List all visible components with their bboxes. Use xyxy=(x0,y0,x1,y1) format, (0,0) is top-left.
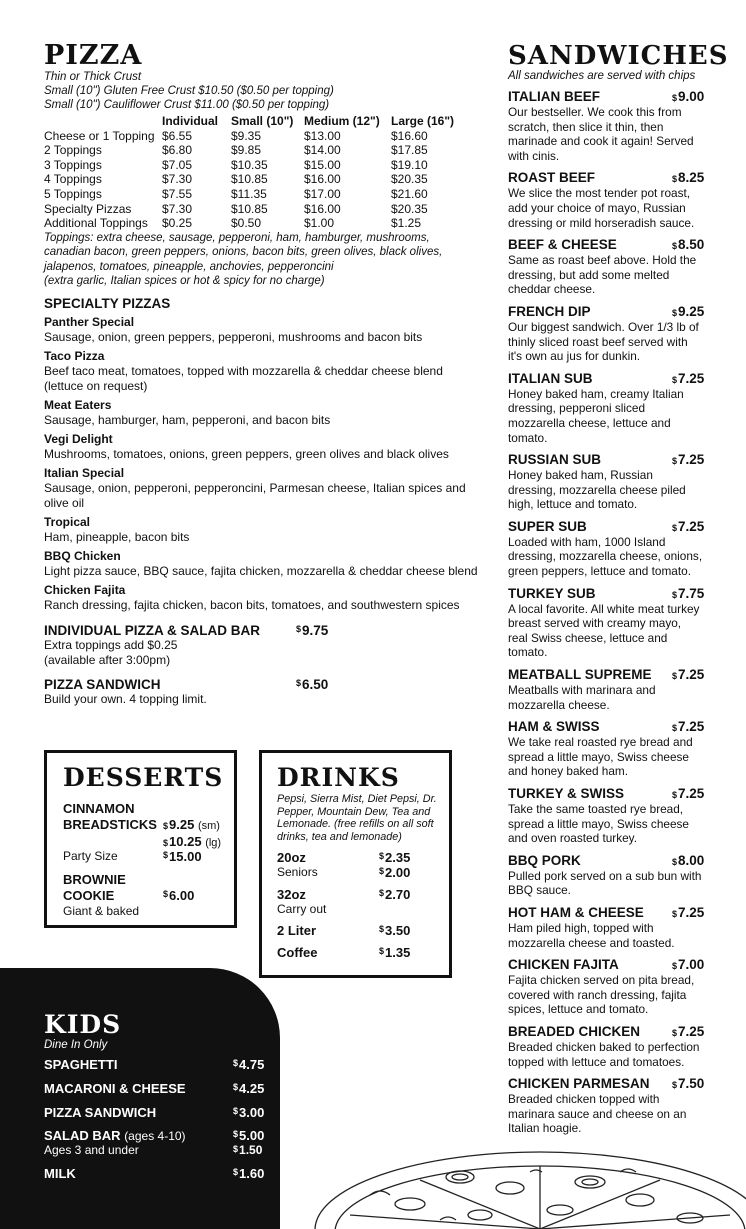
topping-count-cell: Cheese or 1 Topping xyxy=(44,128,155,143)
drink-20oz: 20oz xyxy=(277,850,306,865)
sandwich-item xyxy=(508,237,704,297)
milk-name: MILK xyxy=(44,1166,76,1181)
currency: $ xyxy=(163,889,169,899)
sandwich-name: MEATBALL SUPREME xyxy=(508,667,652,683)
individual-availability: (available after 3:00pm) xyxy=(44,652,171,667)
drink-32oz: 32oz xyxy=(277,887,306,902)
price-cell: $11.35 xyxy=(231,186,267,201)
unit-large: (lg) xyxy=(205,837,222,849)
drink-2-liter-price: 3.50 xyxy=(385,923,411,938)
table-row xyxy=(44,202,471,217)
party-price: 15.00 xyxy=(169,849,202,864)
unit-small: (sm) xyxy=(197,820,220,832)
table-row xyxy=(44,216,471,231)
price-cell: $9.35 xyxy=(231,128,262,143)
price-cell: $9.85 xyxy=(231,143,262,158)
table-row xyxy=(44,129,471,144)
pizza-subtitle xyxy=(44,70,484,112)
price-cell: $10.85 xyxy=(231,172,268,187)
price-cell: $13.00 xyxy=(304,128,341,143)
table-header xyxy=(44,114,162,129)
specialty-name: Italian Special xyxy=(44,465,125,480)
sandwich-price: 7.25 xyxy=(678,1023,705,1039)
specialty-desc: Ham, pineapple, bacon bits xyxy=(44,529,190,544)
currency: $ xyxy=(296,623,302,634)
pizza-price-table xyxy=(44,114,471,231)
specialty-name: Taco Pizza xyxy=(44,348,105,363)
brownie-cookie xyxy=(63,872,234,918)
sandwich-desc: Take the same toasted rye bread, spread a little mayo, Swiss cheese and oven roasted turkey. xyxy=(508,802,689,846)
pizza-illustration xyxy=(300,1120,746,1229)
pizza-section xyxy=(44,42,484,707)
sandwich-item xyxy=(508,89,704,163)
price-cell: $17.85 xyxy=(391,143,428,158)
drink-seniors: Seniors xyxy=(277,865,318,879)
specialty-desc: Ranch dressing, fajita chicken, bacon bits, tomatoes, and southwestern spices xyxy=(44,597,460,612)
kids-item xyxy=(44,1105,269,1120)
currency: $ xyxy=(672,456,678,467)
milk-price: 1.60 xyxy=(239,1166,265,1181)
sandwich-desc: Breaded chicken topped with marinara sauce and cheese on an Italian hoagie. xyxy=(508,1092,687,1136)
sandwich-desc: Same as roast beef above. Hold the dressing, but add some melted cheddar cheese. xyxy=(508,253,697,297)
toppings-line: Toppings: extra cheese, sausage, pepperoni, ham, hamburger, mushrooms, xyxy=(44,231,430,244)
price-cell: $6.55 xyxy=(162,128,193,143)
currency: $ xyxy=(672,174,678,185)
price-cell: $16.00 xyxy=(304,172,341,187)
topping-count-cell: Specialty Pizzas xyxy=(44,201,132,216)
sandwich-name: TURKEY SUB xyxy=(508,585,596,601)
sandwiches-title: SANDWICHES xyxy=(508,41,729,71)
currency: $ xyxy=(672,307,678,318)
price-cell: $1.00 xyxy=(304,216,335,231)
kids-item-price: 4.25 xyxy=(239,1081,265,1096)
price-cell: $10.85 xyxy=(231,201,268,216)
specialty-item xyxy=(44,398,484,428)
currency: $ xyxy=(672,856,678,867)
sandwich-item xyxy=(508,519,704,579)
currency: $ xyxy=(233,1058,239,1068)
price-cell: $10.35 xyxy=(231,157,268,172)
cauliflower-note: Small (10") Cauliflower Crust $11.00 ($0.50 per topping) xyxy=(44,99,330,111)
pizza-title: PIZZA xyxy=(44,40,143,71)
specialty-name: Panther Special xyxy=(44,314,135,329)
sandwich-price: 7.25 xyxy=(678,370,705,386)
currency: $ xyxy=(672,908,678,919)
brownie-price: 6.00 xyxy=(169,888,195,903)
sandwich-desc: Our biggest sandwich. Over 1/3 lb of thinly sliced roast beef served with it's own au jus for dunkin. xyxy=(508,319,699,364)
table-row xyxy=(44,187,471,202)
sandwich-price: 7.00 xyxy=(678,957,705,973)
currency: $ xyxy=(672,522,678,533)
specialty-list xyxy=(44,315,484,613)
table-header: Small (10") xyxy=(231,114,294,128)
toppings-line: jalapenos, tomatoes, pineapple, anchovies, pepperoncini xyxy=(44,260,334,273)
sandwich-price: 7.25 xyxy=(678,452,705,468)
sandwich-price: 7.25 xyxy=(678,904,705,920)
currency: $ xyxy=(379,866,385,876)
pizza-sandwich-name: PIZZA SANDWICH xyxy=(44,676,161,692)
specialty-item xyxy=(44,315,484,345)
cinnamon-prices xyxy=(163,817,221,851)
price-cell: $15.00 xyxy=(304,157,341,172)
pizza-sandwich-note: Build your own. 4 topping limit. xyxy=(44,691,207,706)
kids-item xyxy=(44,1081,269,1096)
kids-item-name: MACARONI & CHEESE xyxy=(44,1081,186,1096)
specialty-name: Vegi Delight xyxy=(44,431,113,446)
currency: $ xyxy=(233,1082,239,1092)
pizza-sandwich xyxy=(44,677,484,707)
brownie-line: BROWNIE xyxy=(63,872,126,887)
currency: $ xyxy=(233,1167,239,1177)
specialty-item xyxy=(44,432,484,462)
sandwich-item xyxy=(508,1024,704,1069)
currency: $ xyxy=(233,1144,239,1154)
drink-2-liter: 2 Liter xyxy=(277,923,317,938)
currency: $ xyxy=(672,723,678,734)
currency: $ xyxy=(379,924,385,934)
sandwich-name: FRENCH DIP xyxy=(508,303,591,319)
specialty-desc: Beef taco meat, tomatoes, topped with mozzarella & cheddar cheese blend (lettuce on request) xyxy=(44,363,443,393)
sandwich-name: BEEF & CHEESE xyxy=(508,237,617,253)
breadsticks-line: BREADSTICKS xyxy=(63,817,157,832)
specialty-desc: Sausage, hamburger, ham, pepperoni, and bacon bits xyxy=(44,412,331,427)
specialty-name: Meat Eaters xyxy=(44,397,112,412)
sandwich-item xyxy=(508,586,704,660)
sandwich-name: BREADED CHICKEN xyxy=(508,1023,641,1039)
sandwich-item xyxy=(508,905,704,950)
price-cell: $16.00 xyxy=(304,201,341,216)
price-cell: $14.00 xyxy=(304,143,341,158)
drink-coffee: Coffee xyxy=(277,945,318,960)
sandwich-item xyxy=(508,786,704,846)
sandwiches-subtitle: All sandwiches are served with chips xyxy=(508,70,696,82)
sandwich-price: 7.25 xyxy=(678,518,705,534)
toppings-line: (extra garlic, Italian spices or hot & spicy for no charge) xyxy=(44,275,325,288)
kids-title: KIDS xyxy=(44,1010,122,1039)
sandwich-desc: Honey baked ham, Russian dressing, mozzarella cheese piled high, lettuce and tomato. xyxy=(508,468,686,512)
individual-name: INDIVIDUAL PIZZA & SALAD BAR xyxy=(44,622,260,638)
price-cell: $1.25 xyxy=(391,216,422,231)
sandwich-desc: A local favorite. All white meat turkey breast served with creamy mayo, real Swiss cheese, lettuce and tomato. xyxy=(508,601,700,660)
table-row xyxy=(44,172,471,187)
price-cell: $19.10 xyxy=(391,157,428,172)
sandwich-item xyxy=(508,853,704,898)
specialty-desc: Light pizza sauce, BBQ sauce, fajita chicken, mozzarella & cheddar cheese blend xyxy=(44,563,478,578)
currency: $ xyxy=(672,93,678,103)
sandwich-price: 8.25 xyxy=(678,170,705,186)
price-cell: $20.35 xyxy=(391,172,428,187)
price-small: 9.25 xyxy=(169,817,195,832)
cookie-line: COOKIE xyxy=(63,888,115,903)
price-cell: $0.25 xyxy=(162,216,193,231)
party-size-row xyxy=(63,849,234,864)
sandwich-name: TURKEY & SWISS xyxy=(508,786,625,801)
sandwich-name: CHICKEN PARMESAN xyxy=(508,1076,650,1092)
sandwich-name: ROAST BEEF xyxy=(508,170,596,186)
kids-item-name: PIZZA SANDWICH xyxy=(44,1105,157,1120)
sandwich-name: ITALIAN BEEF xyxy=(508,89,600,104)
kids-milk xyxy=(44,1166,269,1181)
sandwich-name: BBQ PORK xyxy=(508,852,581,868)
sandwich-desc: Our bestseller. We cook this from scratch, then slice it thin, then marinade and cook it again! Served with cinis. xyxy=(508,105,694,163)
gluten-free-note: Small (10") Gluten Free Crust $10.50 ($0.50 per topping) xyxy=(44,85,334,97)
table-header: Medium (12") xyxy=(304,114,380,128)
kids-subtitle: Dine In Only xyxy=(44,1039,108,1051)
price-cell: $6.80 xyxy=(162,143,193,158)
currency: $ xyxy=(379,888,385,898)
specialty-name: BBQ Chicken xyxy=(44,548,121,563)
currency: $ xyxy=(163,821,169,831)
price-cell: $7.55 xyxy=(162,186,193,201)
pizza-sandwich-price: 6.50 xyxy=(302,676,329,692)
currency: $ xyxy=(672,1080,678,1091)
specialty-item xyxy=(44,515,484,545)
individual-note: Extra toppings add $0.25 xyxy=(44,637,178,652)
specialty-item xyxy=(44,349,484,394)
salad-name: SALAD BAR xyxy=(44,1128,121,1143)
desserts-box xyxy=(44,750,237,928)
sandwich-price: 7.25 xyxy=(678,667,705,683)
sandwich-price: 9.00 xyxy=(678,89,705,104)
salad-ages: (ages 4-10) xyxy=(124,1129,186,1143)
currency: $ xyxy=(233,1106,239,1116)
sandwich-desc: Pulled pork served on a sub bun with BBQ sauce. xyxy=(508,868,702,898)
sandwich-desc: Breaded chicken baked to perfection topped with lettuce and tomatoes. xyxy=(508,1039,700,1069)
sandwich-name: SUPER SUB xyxy=(508,518,587,534)
currency: $ xyxy=(296,677,302,688)
drinks-description: Pepsi, Sierra Mist, Diet Pepsi, Dr. Pepper, Mountain Dew, Tea and Lemonade. (free refills on all soft drinks, tea and lemonade) xyxy=(277,793,437,843)
individual-price: 9.75 xyxy=(302,622,329,638)
currency: $ xyxy=(379,851,385,861)
currency: $ xyxy=(163,850,169,860)
price-cell: $17.00 xyxy=(304,186,341,201)
sandwich-desc: We take real roasted rye bread and spread a little mayo, Swiss cheese and honey baked ham. xyxy=(508,735,693,779)
cinnamon-breadsticks xyxy=(63,801,234,849)
crust-note: Thin or Thick Crust xyxy=(44,71,142,83)
topping-count-cell: 3 Toppings xyxy=(44,157,102,172)
drink-carry-out: Carry out xyxy=(277,902,327,916)
sandwich-name: ITALIAN SUB xyxy=(508,370,593,386)
topping-count-cell: Additional Toppings xyxy=(44,216,148,231)
toppings-line: canadian bacon, green peppers, onions, bacon bits, green olives, black olives, xyxy=(44,246,443,259)
drinks-list xyxy=(277,850,439,960)
price-table-body xyxy=(44,129,471,231)
currency: $ xyxy=(379,946,385,956)
table-row xyxy=(44,158,471,173)
topping-count-cell: 4 Toppings xyxy=(44,172,102,187)
specialty-item xyxy=(44,549,484,579)
sandwich-price: 7.50 xyxy=(678,1076,705,1092)
sandwich-price: 8.00 xyxy=(678,852,705,868)
sandwich-desc: Meatballs with marinara and mozzarella cheese. xyxy=(508,683,656,712)
desserts-title: DESSERTS xyxy=(63,763,224,792)
sandwich-price: 8.50 xyxy=(678,237,705,253)
specialty-heading: SPECIALTY PIZZAS xyxy=(44,295,171,311)
sandwich-item xyxy=(508,304,704,364)
table-header: Large (16") xyxy=(391,114,455,128)
table-row xyxy=(44,143,471,158)
price-cell: $7.30 xyxy=(162,201,193,216)
sandwiches-section xyxy=(508,41,729,1136)
sandwiches-list xyxy=(508,89,704,1136)
specialty-name: Tropical xyxy=(44,514,91,529)
sandwich-item xyxy=(508,170,704,230)
specialty-desc: Mushrooms, tomatoes, onions, green peppers, green olives and black olives xyxy=(44,446,449,461)
table-header-row xyxy=(44,114,471,129)
table-header: Individual xyxy=(162,114,219,128)
sandwich-name: CHICKEN FAJITA xyxy=(508,957,619,973)
toppings-list xyxy=(44,231,474,289)
specialty-name: Chicken Fajita xyxy=(44,582,126,597)
kids-item-name: SPAGHETTI xyxy=(44,1057,118,1072)
price-cell: $7.05 xyxy=(162,157,193,172)
topping-count-cell: 5 Toppings xyxy=(44,186,102,201)
salad-small-label: Ages 3 and under xyxy=(44,1143,139,1157)
sandwich-name: HOT HAM & CHEESE xyxy=(508,904,644,920)
sandwich-item xyxy=(508,371,704,445)
topping-count-cell: 2 Toppings xyxy=(44,143,102,158)
currency: $ xyxy=(163,838,169,848)
currency: $ xyxy=(672,790,678,800)
salad-price: 5.00 xyxy=(239,1128,265,1143)
sandwich-item xyxy=(508,957,704,1017)
price-cell: $7.30 xyxy=(162,172,193,187)
sandwich-desc: Loaded with ham, 1000 Island dressing, mozzarella cheese, onions, green peppers, lettuce and tomato. xyxy=(508,534,703,579)
party-label: Party Size xyxy=(63,849,118,863)
specialty-item xyxy=(44,466,484,511)
currency: $ xyxy=(672,1027,678,1038)
price-cell: $0.50 xyxy=(231,216,262,231)
drinks-title: DRINKS xyxy=(277,763,400,792)
price-cell: $16.60 xyxy=(391,128,428,143)
sandwich-desc: Ham piled high, topped with mozzarella cheese and toasted. xyxy=(508,920,675,950)
specialty-item xyxy=(44,583,484,613)
currency: $ xyxy=(672,241,678,252)
specialty-desc: Sausage, onion, pepperoni, pepperoncini, Parmesan cheese, Italian spices and olive oil xyxy=(44,480,466,510)
price-cell: $21.60 xyxy=(391,186,428,201)
price-cell: $20.35 xyxy=(391,201,428,216)
sandwich-price: 9.25 xyxy=(678,303,705,319)
sandwich-name: RUSSIAN SUB xyxy=(508,452,602,468)
specialty-desc: Sausage, onion, green peppers, pepperoni, mushrooms and bacon bits xyxy=(44,329,423,344)
cinnamon-line: CINNAMON xyxy=(63,801,135,816)
sandwich-item xyxy=(508,667,704,712)
sandwich-price: 7.25 xyxy=(678,786,705,801)
kids-item-price: 3.00 xyxy=(239,1105,265,1120)
drinks-box xyxy=(259,750,452,978)
sandwich-item xyxy=(508,452,704,512)
drink-seniors-price: 2.00 xyxy=(385,865,411,880)
individual-pizza xyxy=(44,623,484,668)
salad-small-price: 1.50 xyxy=(239,1143,263,1157)
kids-salad-bar xyxy=(44,1128,269,1157)
sandwich-desc: We slice the most tender pot roast, add your choice of mayo, Russian dressing or mild horseradish sauce. xyxy=(508,186,695,230)
sandwich-desc: Fajita chicken served on pita bread, covered with ranch dressing, fajita spices, lettuce and tomato. xyxy=(508,973,695,1017)
currency: $ xyxy=(233,1129,239,1139)
kids-item xyxy=(44,1057,269,1072)
kids-item-price: 4.75 xyxy=(239,1057,265,1072)
price-large: 10.25 xyxy=(169,834,202,849)
kids-section xyxy=(44,1012,269,1181)
sandwich-item xyxy=(508,719,704,779)
drink-20oz-price: 2.35 xyxy=(385,850,411,865)
currency: $ xyxy=(672,671,678,682)
currency: $ xyxy=(672,374,678,385)
drink-coffee-price: 1.35 xyxy=(385,945,411,960)
drink-32oz-price: 2.70 xyxy=(385,887,411,902)
brownie-note: Giant & baked xyxy=(63,904,140,918)
sandwich-name: HAM & SWISS xyxy=(508,719,600,735)
currency: $ xyxy=(672,589,678,600)
sandwich-price: 7.25 xyxy=(678,719,705,735)
currency: $ xyxy=(672,961,678,972)
kids-list xyxy=(44,1057,269,1120)
sandwich-price: 7.75 xyxy=(678,585,705,601)
sandwich-desc: Honey baked ham, creamy Italian dressing, pepperoni sliced mozzarella cheese, lettuce and tomato. xyxy=(508,386,684,445)
